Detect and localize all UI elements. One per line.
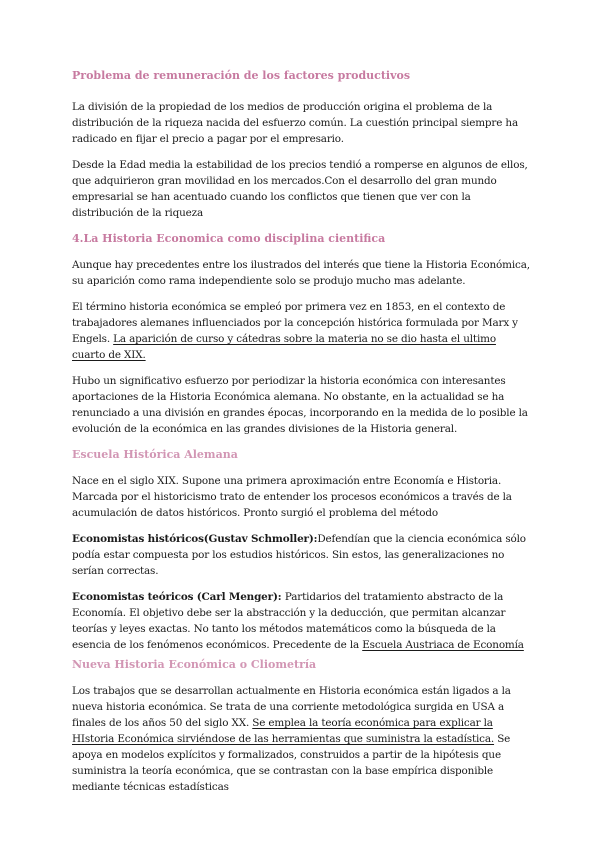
link-escuela-austriaca[interactable]: Escuela Austriaca de Economía [362, 639, 524, 651]
paragraph-remuneracion-1: La división de la propiedad de los medios de producción origina el problema de la distribución de la riqueza nacida del esfuerzo común. La cuestión principal siempre ha radicado en fijar el precio a pagar por el empresario. [72, 101, 518, 145]
underlined-teoria-economica: Se emplea la teoría económica para explicar la HIstoria Económica sirviéndose de las herramientas que suministra la estadística. [72, 717, 495, 745]
heading-cliometria: Nueva Historia Económica o Cliometría [72, 658, 317, 671]
label-economistas-historicos: Economistas históricos(Gustav Schmoller): [72, 533, 318, 545]
paragraph-historia-3: Hubo un significativo esfuerzo por periodizar la historia económica con interesantes aportaciones de la Historia Económica alemana. No obstante, en la actualidad se ha renunciado a una división en grandes épocas, incorporando en la medida de lo posible la evolución de la económica en las grandes divisiones de la Historia general. [72, 375, 528, 435]
paragraph-remuneracion-2: Desde la Edad media la estabilidad de los precios tendió a romperse en algunos de ellos, que adquirieron gran movilidad en los mercados.Con el desarrollo del gran mundo empresarial se han acentuado cuando los conflictos que tienen que ver con la distribución de la riqueza [72, 159, 528, 219]
paragraph-historia-2 [72, 299, 532, 363]
text-cliometria-a: Los trabajos que se desarrollan actualmente en Historia económica están ligados a la nueva historia económica. Se trata de una corriente metodológica surgida en USA a finales de los años 50 del siglo XX. [72, 685, 511, 729]
label-economistas-teoricos: Economistas teóricos (Carl Menger): [72, 591, 285, 603]
heading-historia-economica: 4.La Historia Economica como disciplina cientifica [72, 232, 386, 245]
heading-remuneracion: Problema de remuneración de los factores productivos [72, 69, 411, 82]
underlined-catedras: La aparición de curso y cátedras sobre la materia no se dio hasta el ultimo cuarto de XIX. [72, 333, 496, 361]
paragraph-escuela-1: Nace en el siglo XIX. Supone una primera aproximación entre Economía e Historia. Marcada por el historicismo trato de entender los procesos económicos a través de la acumulación de datos históricos. Pronto surgió el problema del método [72, 475, 512, 519]
paragraph-historia-1: Aunque hay precedentes entre los ilustrados del interés que tiene la Historia Económica, su aparición como rama independiente solo se produjo mucho mas adelante. [72, 259, 530, 287]
paragraph-cliometria [72, 683, 532, 795]
heading-escuela-alemana: Escuela Histórica Alemana [72, 448, 238, 461]
text-economistas-teoricos: Partidarios del tratamiento abstracto de la Economía. El objetivo debe ser la abstracción y la deducción, que permitan alcanzar teorías y leyes exactas. No tanto los métodos matemáticos como la búsqueda de la esencia de los fenómenos económicos. Precedente de la [72, 591, 506, 651]
document-body [72, 68, 532, 795]
paragraph-economistas-teoricos [72, 589, 532, 653]
text-economistas-historicos: Defendían que la ciencia económica sólo podía estar compuesta por los estudios históricos. Sin estos, las generalizaciones no serían correctas. [72, 533, 526, 577]
paragraph-economistas-historicos [72, 531, 532, 579]
text-cliometria-b: Se apoya en modelos explícitos y formalizados, construidos a partir de la hipótesis que suministra la teoría económica, que se contrastan con la base empírica disponible mediante técnicas estadísticas [72, 733, 511, 793]
paragraph-historia-2-text: El término historia económica se empleó por primera vez en 1853, en el contexto de trabajadores alemanes influenciados por la concepción histórica formulada por Marx y Engels. [72, 301, 518, 345]
